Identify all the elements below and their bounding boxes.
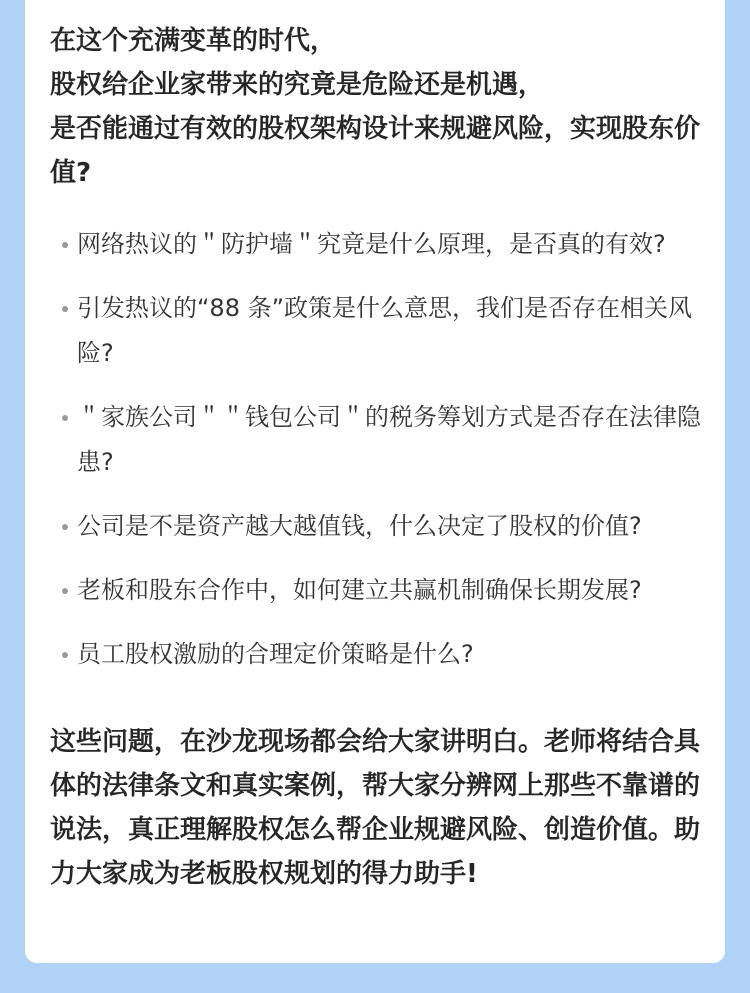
- intro-heading: [50, 19, 710, 195]
- bullet-dot-icon: [62, 588, 68, 594]
- question-item: [50, 222, 710, 267]
- bullet-dot-icon: [62, 242, 68, 248]
- question-list: [50, 222, 710, 696]
- bullet-dot-icon: [62, 306, 68, 312]
- question-text: ＂家族公司＂＂钱包公司＂的税务筹划方式是否存在法律隐患?: [77, 403, 701, 476]
- intro-line: 是否能通过有效的股权架构设计来规避风险，实现股东价值?: [50, 114, 701, 188]
- bullet-dot-icon: [62, 652, 68, 658]
- question-item: [50, 504, 710, 549]
- bullet-dot-icon: [62, 415, 68, 421]
- bullet-dot-icon: [62, 524, 68, 530]
- intro-line: 股权给企业家带来的究竟是危险还是机遇，: [50, 70, 545, 100]
- question-item: [50, 568, 710, 613]
- question-item: [50, 395, 710, 485]
- question-text: 引发热议的“88 条”政策是什么意思，我们是否存在相关风险?: [77, 294, 693, 367]
- question-item: [50, 286, 710, 376]
- closing-paragraph: 这些问题，在沙龙现场都会给大家讲明白。老师将结合具体的法律条文和真实案例，帮大家分辨网上那些不靠谱的说法，真正理解股权怎么帮企业规避风险、创造价值。助力大家成为老板股权规划的得力助手!: [50, 727, 701, 889]
- intro-line: 在这个充满变革的时代，: [50, 26, 337, 56]
- question-item: [50, 632, 710, 677]
- question-text: 员工股权激励的合理定价策略是什么?: [77, 640, 474, 668]
- question-text: 公司是不是资产越大越值钱，什么决定了股权的价值?: [77, 512, 642, 540]
- question-text: 老板和股东合作中，如何建立共赢机制确保长期发展?: [77, 576, 642, 604]
- question-text: 网络热议的＂防护墙＂究竟是什么原理，是否真的有效?: [77, 230, 666, 258]
